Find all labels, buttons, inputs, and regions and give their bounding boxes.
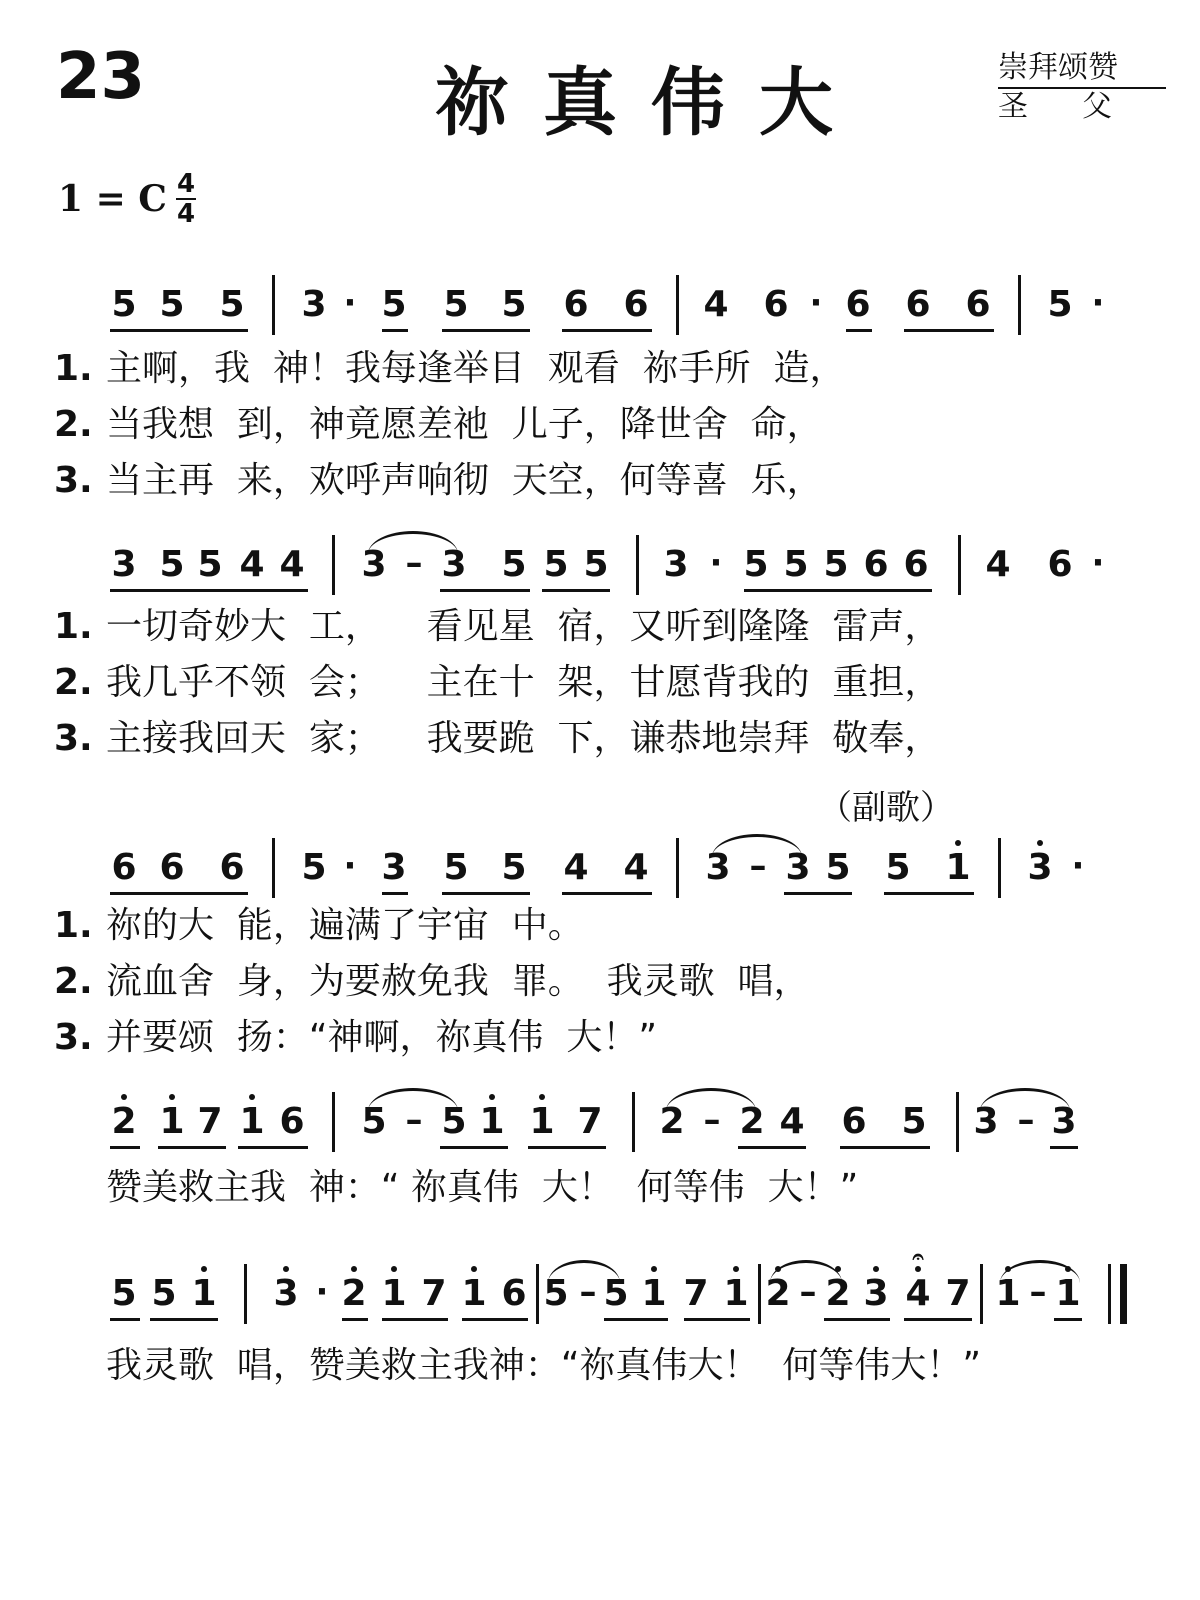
note: 5 — [501, 847, 527, 888]
underline — [1050, 1146, 1078, 1149]
note: 3 — [785, 847, 811, 888]
underline — [382, 892, 408, 895]
high-dot — [955, 840, 961, 846]
note: 1 — [239, 1101, 265, 1142]
underline — [562, 892, 652, 895]
underline — [1054, 1318, 1082, 1321]
barline — [980, 1264, 983, 1324]
verse-number: 1. — [54, 606, 93, 647]
note: 1 — [191, 1273, 217, 1314]
high-dot — [539, 1094, 545, 1100]
note: 5 — [825, 847, 851, 888]
high-dot — [775, 1266, 781, 1272]
high-dot — [1005, 1266, 1011, 1272]
note: 3 — [663, 544, 689, 585]
verse-number: 3. — [54, 460, 93, 501]
note: 4 — [279, 544, 305, 585]
underline — [846, 329, 872, 332]
lyrics-row-2-verse-1 — [54, 605, 940, 649]
notation-row-2 — [0, 545, 1200, 605]
note: 3 — [273, 1273, 299, 1314]
underline — [110, 1318, 140, 1321]
high-dot — [121, 1094, 127, 1100]
note: 6 — [763, 284, 789, 325]
note: 6 — [111, 847, 137, 888]
lyric-text: 当我想 到，神竟愿差祂 儿子，降世舍 命， — [106, 404, 823, 445]
note: 4 — [703, 284, 729, 325]
lyric-text: 当主再 来，欢呼声响彻 天空，何等喜 乐， — [106, 460, 823, 501]
underline — [684, 1318, 750, 1321]
note: 7 — [683, 1273, 709, 1314]
note: 1 — [641, 1273, 667, 1314]
note: 1 — [945, 847, 971, 888]
dash: – — [405, 1100, 423, 1140]
underline — [462, 1318, 528, 1321]
note: 5 — [443, 847, 469, 888]
lyric-text: 主啊，我 神！我每逢举目 观看 祢手所 造， — [106, 348, 846, 389]
dash: – — [703, 1100, 721, 1140]
underline — [884, 892, 974, 895]
note: 2 — [659, 1101, 685, 1142]
notation-row-4 — [0, 1102, 1200, 1162]
barline — [272, 838, 275, 898]
lyrics-row-3-verse-1 — [54, 904, 584, 948]
dot: · — [343, 283, 357, 323]
note: 2 — [111, 1101, 137, 1142]
note: 6 — [965, 284, 991, 325]
high-dot — [1037, 840, 1043, 846]
note: 3 — [381, 847, 407, 888]
lyric-text: 流血舍 身，为要赦免我 罪。 我灵歌 唱， — [106, 961, 810, 1002]
note: 5 — [159, 284, 185, 325]
note: 5 — [583, 544, 609, 585]
lyric-text: 祢的大 能，遍满了宇宙 中。 — [106, 905, 584, 946]
note: 6 — [905, 284, 931, 325]
note: 4 — [779, 1101, 805, 1142]
note: 6 — [279, 1101, 305, 1142]
notation-row-1 — [0, 285, 1200, 345]
dot: · — [1091, 543, 1105, 583]
dash: – — [749, 846, 767, 886]
note: 6 — [1047, 544, 1073, 585]
note: 3 — [301, 284, 327, 325]
note: 5 — [159, 544, 185, 585]
underline — [904, 1318, 972, 1321]
hymn-title: 祢真伟大 — [435, 60, 867, 146]
underline — [528, 1146, 606, 1149]
dash: – — [405, 543, 423, 583]
final-barline-thick — [1120, 1264, 1127, 1324]
lyric-text: 并要颂 扬：“神啊，祢真伟 大！” — [106, 1017, 658, 1058]
note: 2 — [341, 1273, 367, 1314]
barline — [536, 1264, 539, 1324]
note: 5 — [823, 544, 849, 585]
lyric-text: 我几乎不领 会； 主在十 架，甘愿背我的 重担， — [106, 662, 941, 703]
dash: – — [579, 1272, 597, 1312]
underline — [110, 589, 308, 592]
barline — [272, 275, 275, 335]
lyrics-row-4: 赞美救主我 神：“ 祢真伟 大！ 何等伟 大！” — [106, 1167, 859, 1208]
underline — [542, 589, 610, 592]
high-dot — [835, 1266, 841, 1272]
note: 6 — [159, 847, 185, 888]
underline — [158, 1146, 226, 1149]
note: 5 — [443, 284, 469, 325]
note: 5 — [381, 284, 407, 325]
note: 6 — [623, 284, 649, 325]
chorus-label: （副歌） — [818, 788, 954, 828]
underline — [110, 892, 248, 895]
underline — [904, 329, 994, 332]
dot: · — [1071, 846, 1085, 886]
note: 4 — [623, 847, 649, 888]
high-dot — [873, 1266, 879, 1272]
note: 4 — [239, 544, 265, 585]
note: 7 — [421, 1273, 447, 1314]
underline — [840, 1146, 930, 1149]
note: 5 — [151, 1273, 177, 1314]
note: 3 — [441, 544, 467, 585]
note: 5 — [301, 847, 327, 888]
note: 1 — [995, 1273, 1021, 1314]
source-category: 崇拜颂赞 — [998, 50, 1166, 89]
note: 2 — [765, 1273, 791, 1314]
notation-row-5 — [0, 1244, 1200, 1334]
barline — [1018, 275, 1021, 335]
underline — [440, 589, 530, 592]
note: 7 — [197, 1101, 223, 1142]
note: 5 — [111, 284, 137, 325]
note: 6 — [845, 284, 871, 325]
underline — [238, 1146, 308, 1149]
notation-row-3 — [0, 848, 1200, 908]
dot: · — [1091, 283, 1105, 323]
underline — [442, 892, 530, 895]
high-dot — [733, 1266, 739, 1272]
note: 5 — [219, 284, 245, 325]
note: 3 — [863, 1273, 889, 1314]
barline — [332, 535, 335, 595]
lyrics-row-2-verse-2 — [54, 661, 940, 705]
verse-number: 3. — [54, 718, 93, 759]
barline — [998, 838, 1001, 898]
note: 6 — [903, 544, 929, 585]
note: 1 — [529, 1101, 555, 1142]
high-dot — [201, 1266, 207, 1272]
barline — [636, 535, 639, 595]
note: 4 — [563, 847, 589, 888]
high-dot — [283, 1266, 289, 1272]
underline — [342, 1318, 368, 1321]
time-signature — [176, 170, 196, 228]
note: 4 — [905, 1273, 931, 1314]
note: 5 — [783, 544, 809, 585]
note: 2 — [825, 1273, 851, 1314]
lyrics-row-2-verse-3 — [54, 717, 940, 761]
verse-number: 1. — [54, 348, 93, 389]
note: 6 — [501, 1273, 527, 1314]
note: 5 — [197, 544, 223, 585]
lyric-text: 主接我回天 家； 我要跪 下，谦恭地崇拜 敬奉， — [106, 718, 941, 759]
note: 5 — [543, 544, 569, 585]
underline — [738, 1146, 806, 1149]
note: 6 — [219, 847, 245, 888]
source-subcategory: 圣父 — [998, 89, 1166, 124]
key-signature: 1 = C — [58, 178, 167, 220]
underline — [110, 1146, 140, 1149]
underline — [382, 329, 408, 332]
note: 5 — [603, 1273, 629, 1314]
time-top: 4 — [176, 169, 196, 199]
note: 6 — [563, 284, 589, 325]
barline — [676, 838, 679, 898]
underline — [784, 892, 852, 895]
dash: – — [1029, 1272, 1047, 1312]
note: 3 — [1027, 847, 1053, 888]
underline — [562, 329, 652, 332]
note: 5 — [111, 1273, 137, 1314]
verse-number: 2. — [54, 961, 93, 1002]
note: 5 — [901, 1101, 927, 1142]
underline — [744, 589, 932, 592]
final-barline-thin — [1108, 1264, 1111, 1324]
hymn-number: 23 — [56, 40, 146, 114]
fermata-icon: 𝄐 — [912, 1244, 924, 1268]
barline — [956, 1092, 959, 1152]
note: 7 — [945, 1273, 971, 1314]
note: 5 — [501, 544, 527, 585]
high-dot — [471, 1266, 477, 1272]
dot: · — [809, 283, 823, 323]
underline — [110, 329, 248, 332]
lyric-text: 一切奇妙大 工， 看见星 宿，又听到隆隆 雷声， — [106, 606, 941, 647]
note: 3 — [111, 544, 137, 585]
time-bottom: 4 — [176, 199, 196, 229]
note: 1 — [479, 1101, 505, 1142]
barline — [632, 1092, 635, 1152]
note: 5 — [1047, 284, 1073, 325]
source-label — [998, 50, 1166, 125]
high-dot — [1065, 1266, 1071, 1272]
dot: · — [315, 1272, 329, 1312]
dash: – — [1017, 1100, 1035, 1140]
note: 5 — [885, 847, 911, 888]
underline — [604, 1318, 668, 1321]
note: 2 — [739, 1101, 765, 1142]
note: 7 — [577, 1101, 603, 1142]
note: 1 — [461, 1273, 487, 1314]
barline — [244, 1264, 247, 1324]
lyrics-row-1-verse-3 — [54, 459, 823, 503]
note: 5 — [441, 1101, 467, 1142]
underline — [824, 1318, 890, 1321]
barline — [958, 535, 961, 595]
high-dot — [249, 1094, 255, 1100]
lyrics-row-1-verse-1 — [54, 347, 846, 391]
lyrics-row-3-verse-3 — [54, 1016, 657, 1060]
high-dot — [169, 1094, 175, 1100]
note: 1 — [1055, 1273, 1081, 1314]
barline — [332, 1092, 335, 1152]
note: 1 — [381, 1273, 407, 1314]
note: 3 — [973, 1101, 999, 1142]
note: 5 — [743, 544, 769, 585]
note: 3 — [1051, 1101, 1077, 1142]
note: 1 — [723, 1273, 749, 1314]
high-dot — [391, 1266, 397, 1272]
note: 5 — [543, 1273, 569, 1314]
underline — [150, 1318, 218, 1321]
note: 5 — [361, 1101, 387, 1142]
note: 3 — [361, 544, 387, 585]
high-dot — [489, 1094, 495, 1100]
barline — [758, 1264, 761, 1324]
lyrics-row-1-verse-2 — [54, 403, 823, 447]
verse-number: 3. — [54, 1017, 93, 1058]
note: 4 — [985, 544, 1011, 585]
underline — [440, 1146, 508, 1149]
high-dot — [651, 1266, 657, 1272]
high-dot — [351, 1266, 357, 1272]
note: 5 — [501, 284, 527, 325]
note: 3 — [705, 847, 731, 888]
note: 6 — [863, 544, 889, 585]
lyrics-row-5: 我灵歌 唱，赞美救主我神：“祢真伟大！ 何等伟大！” — [106, 1345, 982, 1386]
dot: · — [709, 543, 723, 583]
underline — [382, 1318, 448, 1321]
underline — [442, 329, 530, 332]
verse-number: 2. — [54, 404, 93, 445]
note: 1 — [159, 1101, 185, 1142]
verse-number: 1. — [54, 905, 93, 946]
dash: – — [799, 1272, 817, 1312]
verse-number: 2. — [54, 662, 93, 703]
barline — [676, 275, 679, 335]
lyrics-row-3-verse-2 — [54, 960, 810, 1004]
dot: · — [343, 846, 357, 886]
note: 6 — [841, 1101, 867, 1142]
